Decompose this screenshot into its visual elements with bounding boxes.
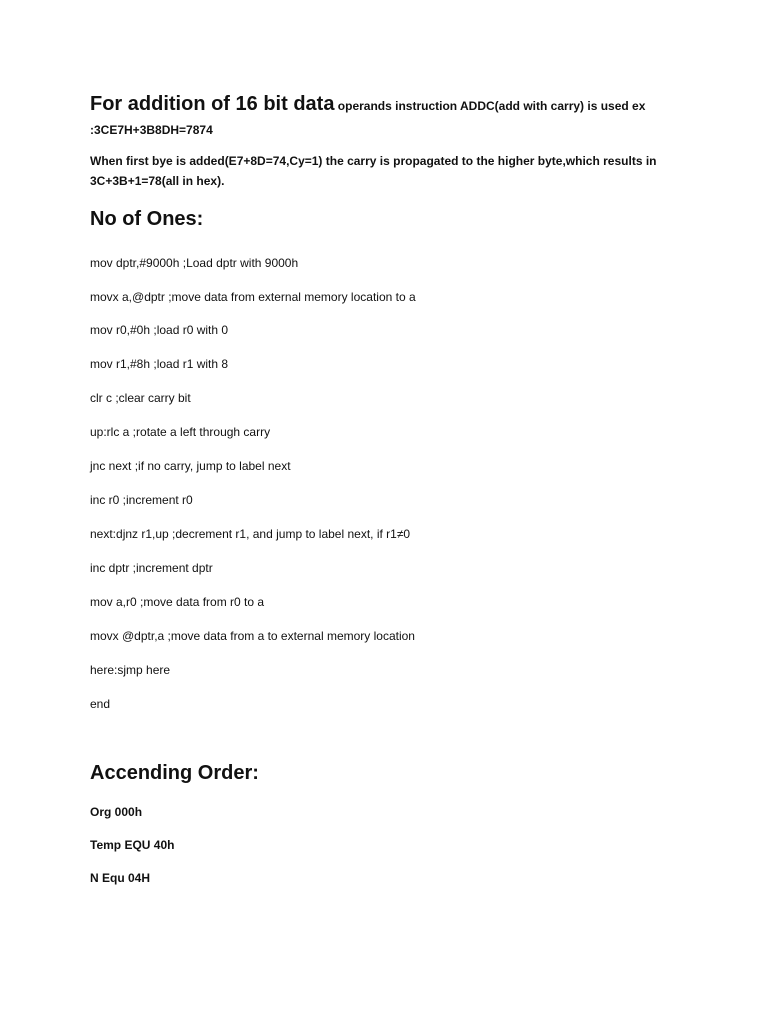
code-line: movx @dptr,a ;move data from a to external memory location	[90, 629, 415, 643]
code-line: inc dptr ;increment dptr	[90, 561, 213, 575]
ascending-order-heading: Accending Order:	[90, 762, 259, 784]
intro-heading	[90, 93, 645, 116]
code-line: mov r0,#0h ;load r0 with 0	[90, 323, 229, 337]
intro-example-line: :3CE7H+3B8DH=7874	[90, 123, 213, 137]
intro-heading-big: For addition of 16 bit data	[90, 93, 335, 115]
intro-explain-line-1: When first bye is added(E7+8D=74,Cy=1) the carry is propagated to the higher byte,which results in	[90, 154, 657, 168]
code-line: jnc next ;if no carry, jump to label next	[90, 459, 291, 473]
code-line: Org 000h	[90, 805, 143, 819]
code-line: clr c ;clear carry bit	[90, 391, 191, 405]
intro-heading-rest: operands instruction ADDC(add with carry) is used ex	[334, 99, 646, 113]
code-line: N Equ 04H	[90, 871, 151, 885]
code-line: mov r1,#8h ;load r1 with 8	[90, 357, 229, 371]
code-line: mov dptr,#9000h ;Load dptr with 9000h	[90, 256, 299, 270]
code-line: here:sjmp here	[90, 663, 171, 677]
code-line: end	[90, 697, 111, 711]
code-line: next:djnz r1,up ;decrement r1, and jump to label next, if r1≠0	[90, 527, 411, 541]
code-line: inc r0 ;increment r0	[90, 493, 193, 507]
no-of-ones-heading: No of Ones:	[90, 208, 204, 230]
intro-explain-line-2: 3C+3B+1=78(all in hex).	[90, 174, 225, 188]
code-line: up:rlc a ;rotate a left through carry	[90, 425, 271, 439]
code-line: movx a,@dptr ;move data from external memory location to a	[90, 290, 416, 304]
code-line: mov a,r0 ;move data from r0 to a	[90, 595, 265, 609]
code-line: Temp EQU 40h	[90, 838, 175, 852]
